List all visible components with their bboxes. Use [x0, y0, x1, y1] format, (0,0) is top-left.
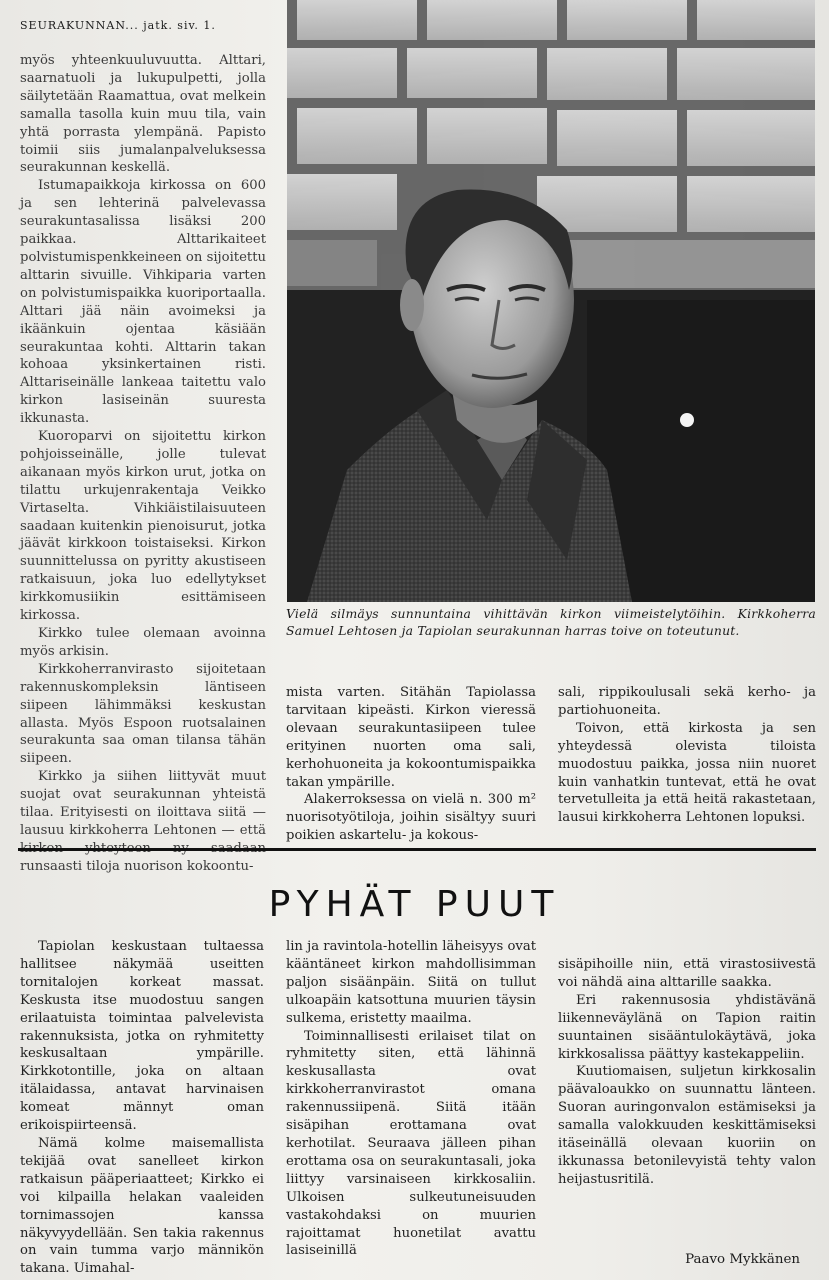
paragraph: Eri rakennusosia yhdistävänä liikenneväylänä on Tapion raitin suuntainen sisääntulokäytävä, joka kirkkosalissa päättyy kastekappeliin. — [558, 992, 816, 1062]
photo-caption: Vielä silmäys sunnuntaina vihittävän kirkon viimeistelytöihin. Kirkkoherra Samuel Lehtosen ja Tapiolan seurakunnan harras toive on toteutunut. — [286, 606, 816, 638]
paragraph: mista varten. Sitähän Tapiolassa tarvitaan kipeästi. Kirkon vieressä olevaan seurakuntasiipeen tulee erityinen nuorten oma sali, kerhohuoneita ja kokoontumispaikka takan ympärille. — [286, 685, 536, 790]
article-column-2 — [286, 938, 536, 1260]
paragraph: Kuoroparvi on sijoitettu kirkon pohjoisseinälle, jolle tulevat aikanaan myös kirkon urut, jotka on tilattu urkujenrakentaja Veikko Virtaselta. Vihkiäistilaisuuteen saadaan kuitenkin pienoisurut, jotka jäävät kirkkoon toistaiseksi. Kirkon suunnittelussa on pyritty akustiseen ratkaisuun, joka luo edellytykset kirkkomusiikin esittämiseen kirkossa. — [20, 429, 266, 624]
portrait-photo-image — [287, 0, 815, 602]
paragraph: Kirkko ja siihen liittyvät muut suojat ovat seurakunnan yhteistä tilaa. Erityisesti on iloittava siitä — lausuu kirkkoherra Lehtonen — että runsaasti tiloja nuorison kokoontu- — [20, 769, 266, 874]
paragraph: Kuutiomaisen, suljetun kirkkosalin päävaloaukko on suunnattu länteen. Suoran auringonvalon estämiseksi ja samalla valokkuuden keskittämiseksi itäseinällä olevaan kuoriin on ikkunassa betonilevyistä tehty valon heijastusritilä. — [558, 1064, 816, 1187]
paragraph: sisäpihoille niin, että virastosiivestä voi nähdä aina alttarille saakka. — [558, 957, 816, 990]
paragraph: Istumapaikkoja kirkossa on 600 ja sen lehterinä palvelevassa seurakuntasalissa lisäksi 200 paikkaa. Alttarikaiteet polvistumispenkkeineen on sijoitettu alttarin sivuille. Vihkiparia varten on polvistumispaikka kuoriportaalla. Alttari jää näin avoimeksi ja ikäänkuin ojentaa käsiään seurakuntaa kohti. Alttarin takan kohoaa yksinkertainen risti. Alttariseinälle lankeaa taitettu valo kirkon lasiseinän suuresta ikkunasta. — [20, 178, 266, 427]
portrait-photo — [287, 0, 815, 602]
paragraph: Kirkko tulee olemaan avoinna myös arkisin. — [20, 626, 266, 659]
article-column-1 — [20, 938, 264, 1278]
paragraph: Toiminnallisesti erilaiset tilat on ryhmitetty siten, että lähinnä keskusallasta ovat kirkkoherranvirastot omana rakennussiipenä. Siitä itään sisäpihan erottamana ovat kerhotilat. Seuraava jälleen pihan erottama osa on seurakuntasali, joka liittyy varsinaiseen kirkkosaliin. Ulkoisen sulkeutuneisuuden vastakohdaksi on muurien rajoittamat huonetilat avattu lasiseinillä — [286, 1028, 536, 1259]
top-middle-column — [286, 684, 536, 845]
continuation-label: SEURAKUNNAN... jatk. siv. 1. — [20, 19, 216, 32]
paragraph: Kirkkoherranvirasto sijoitetaan rakennuskompleksin läntiseen siipeen lähimmäksi keskustan allasta. Myös Espoon ruotsalainen seurakunta saa oman tilansa tähän siipeen. — [20, 661, 266, 767]
section-divider — [18, 848, 816, 851]
paragraph: Toivon, että kirkosta ja sen yhteydessä olevista tiloista muodostuu paikka, jossa niin nuoret kuin vanhatkin tuntevat, että he ovat tervetulleita ja että heitä rakastetaan, lausui kirkkoherra Lehtonen lopuksi. — [558, 720, 816, 826]
paragraph: sali, rippikoulusali sekä kerho- ja partiohuoneita. — [558, 685, 816, 718]
article-column-3 — [558, 956, 816, 1189]
paragraph: Alakerroksessa on vielä n. 300 m² nuorisotyötiloja, joihin sisältyy suuri poikien askartelu- ja kokous- — [286, 792, 536, 844]
paragraph: lin ja ravintola-hotellin läheisyys ovat kääntäneet kirkon mahdollisimman paljon sisäänpäin. Siitä on tullut ulkoapäin katsottuna muurien täysin sulkema, eristetty maailma. — [286, 939, 537, 1026]
paragraph: Tapiolan keskustaan tultaessa hallitsee näkymää useitten tornitalojen korkeat massat. Keskusta itse muodostuu sangen erilaatuista toimintaa palvelevista rakennuksista, jotka on ryhmitetty keskusaltaan ympärille. Kirkkotontille, joka on altaan itälaidassa, antavat harvinaisen komeat männyt oman erikoispiirteensä. — [20, 939, 264, 1134]
paragraph: Nämä kolme maisemallista tekijää ovat sanelleet kirkon ratkaisun pääperiaatteet; Kirkko ei voi kilpailla helakan vaaleiden tornimassojen kanssa näkyvyydellään. Sen takia rakennus on vain tumma varjo männikön takana. Uimahal- — [20, 1135, 264, 1277]
article-headline: PYHÄT PUUT — [268, 884, 561, 925]
author-signature: Paavo Mykkänen — [685, 1252, 800, 1267]
top-left-column — [20, 52, 266, 876]
paragraph: myös yhteenkuuluvuutta. Alttari, saarnatuoli ja lukupulpetti, jolla säilytetään Raamattua, ovat melkein samalla tasolla kuin muu tila, vain yhtä porrasta ylempänä. Papisto toimii siis jumalanpalveluksessa seurakunnan keskellä. — [20, 53, 266, 176]
top-right-column — [558, 684, 816, 827]
